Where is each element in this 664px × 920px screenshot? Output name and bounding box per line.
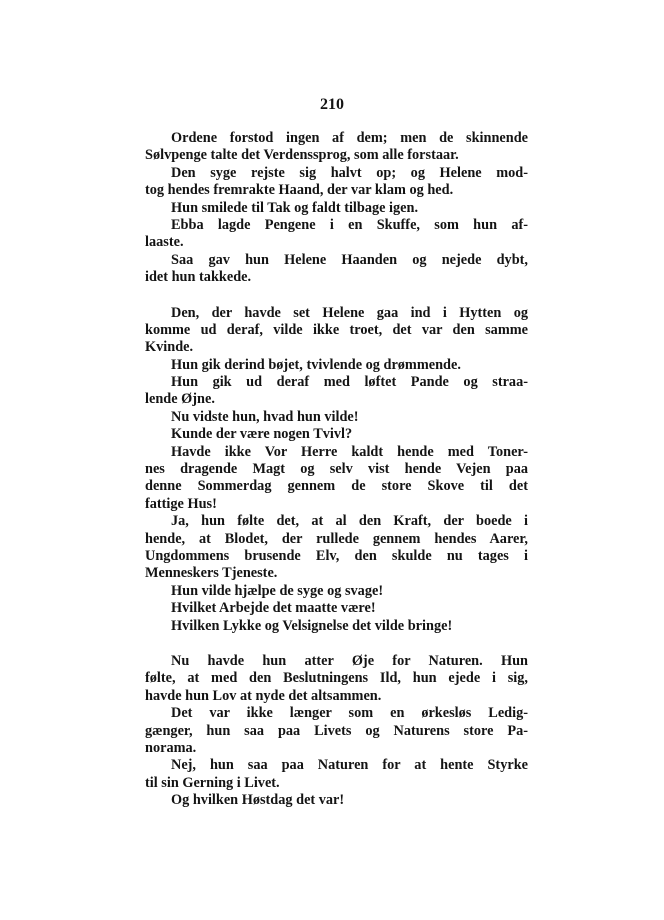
text-line: Havde ikke Vor Herre kaldt hende med Toner- xyxy=(171,443,528,460)
text-line: Ungdommens brusende Elv, den skulde nu tages i xyxy=(145,547,528,564)
paragraph xyxy=(145,513,528,583)
text-line: idet hun takkede. xyxy=(145,269,252,286)
text-line: Ebba lagde Pengene i en Skuffe, som hun af- xyxy=(171,216,528,233)
text-line: Ja, hun følte det, at al den Kraft, der boede i xyxy=(171,513,528,530)
text-line: Det var ikke længer som en ørkesløs Ledig- xyxy=(171,705,528,722)
text-line: Nej, hun saa paa Naturen for at hente Styrke xyxy=(171,757,528,774)
text-line: havde hun Lov at nyde det altsammen. xyxy=(145,687,382,704)
text-line: laaste. xyxy=(145,234,184,251)
text-line: tog hendes fremrakte Haand, der var klam og hed. xyxy=(145,182,454,199)
text-line: til sin Gerning i Livet. xyxy=(145,774,280,791)
paragraph xyxy=(145,374,528,409)
paragraph xyxy=(145,705,528,757)
text-line: fattige Hus! xyxy=(145,495,217,512)
text-line: Hun gik ud deraf med løftet Pande og straa- xyxy=(171,374,528,391)
paragraph xyxy=(145,200,528,217)
text-line: Kvinde. xyxy=(145,339,194,356)
paragraph xyxy=(145,444,528,514)
text-line: Hun smilede til Tak og faldt tilbage igen. xyxy=(171,199,419,216)
text-line: Nu havde hun atter Øje for Naturen. Hun xyxy=(171,652,528,669)
text-line: nes dragende Magt og selv vist hende Vejen paa xyxy=(145,461,528,478)
text-line: Hvilket Arbejde det maatte være! xyxy=(171,600,376,617)
text-line: Hvilken Lykke og Velsignelse det vilde bringe! xyxy=(171,617,453,634)
paragraph-gap xyxy=(145,287,528,305)
paragraph xyxy=(145,357,528,374)
paragraph xyxy=(145,217,528,252)
paragraph xyxy=(145,618,528,635)
text-line: lende Øjne. xyxy=(145,391,215,408)
paragraph xyxy=(145,305,528,357)
text-line: komme ud deraf, vilde ikke troet, det var den samme xyxy=(145,321,528,338)
text-line: Hun vilde hjælpe de syge og svage! xyxy=(171,582,384,599)
text-line: norama. xyxy=(145,739,197,756)
text-line: Menneskers Tjeneste. xyxy=(145,565,278,582)
paragraph xyxy=(145,600,528,617)
text-line: Kunde der være nogen Tvivl? xyxy=(171,426,353,443)
paragraph xyxy=(145,409,528,426)
text-line: Saa gav hun Helene Haanden og nejede dybt, xyxy=(171,251,528,268)
paragraph xyxy=(145,757,528,792)
paragraph xyxy=(145,653,528,705)
text-line: Nu vidste hun, hvad hun vilde! xyxy=(171,408,359,425)
text-line: gænger, hun saa paa Livets og Naturens store Pa- xyxy=(145,722,528,739)
text-line: Og hvilken Høstdag det var! xyxy=(171,792,345,809)
text-line: Sølvpenge talte det Verdenssprog, som alle forstaar. xyxy=(145,147,459,164)
page-number: 210 xyxy=(320,96,344,113)
paragraph xyxy=(145,130,528,165)
text-line: følte, at med den Beslutningens Ild, hun ejede i sig, xyxy=(145,670,528,687)
paragraph xyxy=(145,792,528,809)
text-line: Hun gik derind bøjet, tvivlende og drømmende. xyxy=(171,356,461,373)
text-line: Den syge rejste sig halvt op; og Helene mod- xyxy=(171,164,528,181)
text-line: denne Sommerdag gennem de store Skove til det xyxy=(145,478,528,495)
paragraph-gap xyxy=(145,635,528,653)
paragraph xyxy=(145,583,528,600)
body-text xyxy=(145,130,528,809)
text-line: Ordene forstod ingen af dem; men de skinnende xyxy=(171,130,528,146)
text-line: Den, der havde set Helene gaa ind i Hytten og xyxy=(171,304,528,321)
paragraph xyxy=(145,165,528,200)
text-line: hende, at Blodet, der rullede gennem hendes Aarer, xyxy=(145,530,528,547)
paragraph xyxy=(145,252,528,287)
paragraph xyxy=(145,426,528,443)
